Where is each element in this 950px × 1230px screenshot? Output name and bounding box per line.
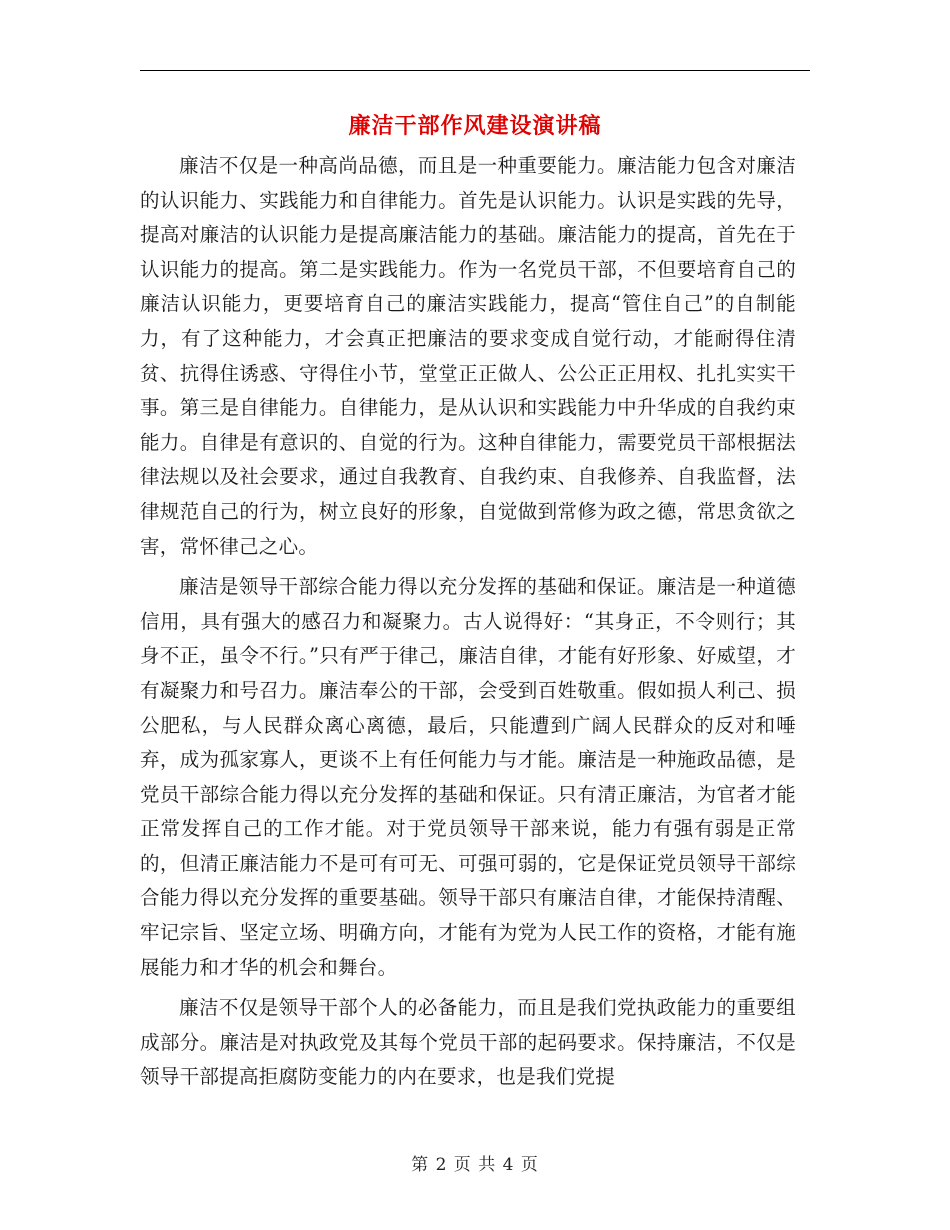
document-title: 廉洁干部作风建设演讲稿 (348, 113, 602, 139)
header-rule (140, 70, 810, 71)
paragraph-2: 廉洁是领导干部综合能力得以充分发挥的基础和保证。廉洁是一种道德信用，具有强大的感召力和凝聚力。古人说得好：“其身正，不令则行；其身不正，虽令不行。”只有严于律己，廉洁自律，才能有好形象、好威望，才有凝聚力和号召力。廉洁奉公的干部，会受到百姓敬重。假如损人利己、损公肥私，与人民群众离心离德，最后，只能遭到广阔人民群众的反对和唾弃，成为孤家寡人，更谈不上有任何能力与才能。廉洁是一种施政品德，是党员干部综合能力得以充分发挥的基础和保证。只有清正廉洁，为官者才能正常发挥自己的工作才能。对于党员领导干部来说，能力有强有弱是正常的，但清正廉洁能力不是可有可无、可强可弱的，它是保证党员领导干部综合能力得以充分发挥的重要基础。领导干部只有廉洁自律，才能保持清醒、牢记宗旨、坚定立场、明确方向，才能有为党为人民工作的资格，才能有施展能力和才华的机会和舞台。 (140, 575, 796, 979)
page-footer: 第 2 页 共 4 页 (411, 1155, 539, 1175)
document-body (140, 149, 796, 1095)
paragraph-3: 廉洁不仅是领导干部个人的必备能力，而且是我们党执政能力的重要组成部分。廉洁是对执政党及其每个党员干部的起码要求。保持廉洁，不仅是领导干部提高拒腐防变能力的内在要求，也是我们党提 (140, 996, 796, 1089)
paragraph-1: 廉洁不仅是一种高尚品德，而且是一种重要能力。廉洁能力包含对廉洁的认识能力、实践能力和自律能力。首先是认识能力。认识是实践的先导，提高对廉洁的认识能力是提高廉洁能力的基础。廉洁能力的提高，首先在于认识能力的提高。第二是实践能力。作为一名党员干部，不但要培育自己的廉洁认识能力，更要培育自己的廉洁实践能力，提高“管住自己”的自制能力，有了这种能力，才会真正把廉洁的要求变成自觉行动，才能耐得住清贫、抗得住诱惑、守得住小节，堂堂正正做人、公公正正用权、扎扎实实干事。第三是自律能力。自律能力，是从认识和实践能力中升华成的自我约束能力。自律是有意识的、自觉的行为。这种自律能力，需要党员干部根据法律法规以及社会要求，通过自我教育、自我约束、自我修养、自我监督，法律规范自己的行为，树立良好的形象，自觉做到常修为政之德，常思贪欲之害，常怀律己之心。 (140, 154, 796, 558)
